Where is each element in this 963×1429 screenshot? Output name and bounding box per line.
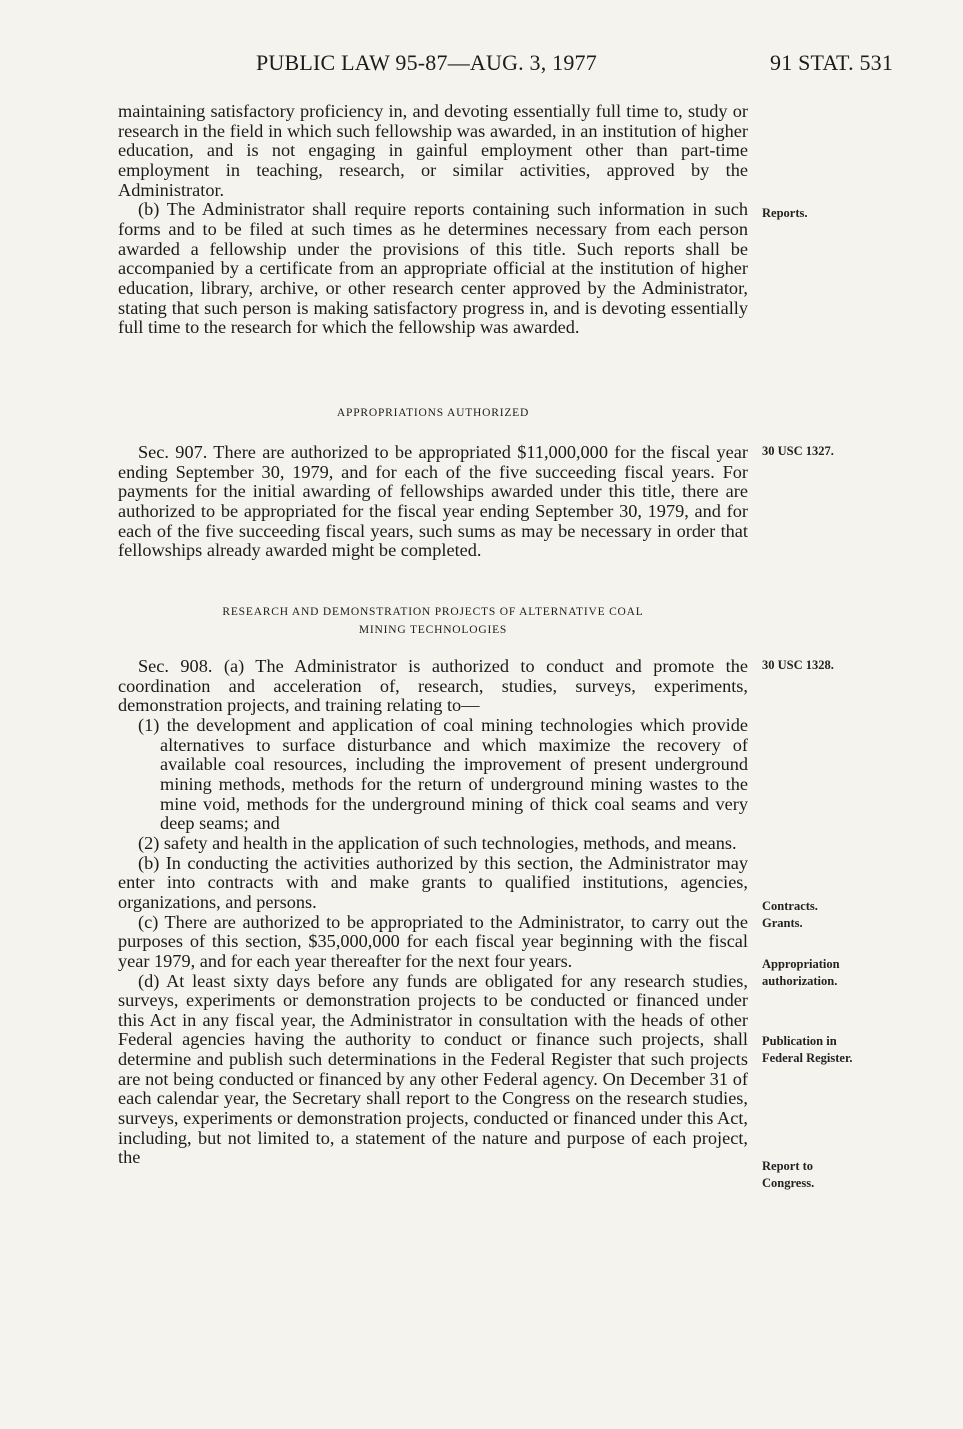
heading-line-1: RESEARCH AND DEMONSTRATION PROJECTS OF ALTERNATIVE COAL [222, 606, 644, 618]
paragraph-sec-908-c: (c) There are authorized to be appropriated to the Administrator, to carry out the purposes of this section, $35,000,000 for each fiscal year beginning with the fiscal year 1979, and for each year thereafter for the next four years. [118, 911, 748, 971]
margin-note-text: Federal Register. [762, 1051, 853, 1065]
paragraph-sec-908-d: (d) At least sixty days before any funds are obligated for any research studies, surveys, experiments or demonstration projects to be conducted or financed under this Act in any fiscal year, the Administrator in consultation with the heads of other Federal agencies having the authority to conduct or finance such projects, shall determine and publish such determinations in the Federal Register that such projects are not being conducted or financed by any other Federal agency. On December 31 of each calendar year, the Secretary shall report to the Congress on the research studies, surveys, experiments or demonstration projects, conducted or financed under this Act, including, but not limited to, a statement of the nature and purpose of each project, the [118, 970, 748, 1168]
text-block-sec-908 [118, 657, 748, 1168]
paragraph-sec-908-b: (b) In conducting the activities authorized by this section, the Administrator may enter into contracts with and make grants to qualified institutions, agencies, organizations, and persons. [118, 852, 748, 912]
margin-note-text: Grants. [762, 916, 803, 930]
margin-note-appropriation [762, 956, 840, 990]
heading-line-2: MINING TECHNOLOGIES [358, 624, 508, 636]
margin-note-text: Publication in [762, 1034, 837, 1048]
text-block-top [118, 102, 748, 338]
paragraph-sec-908-a: Sec. 908. (a) The Administrator is authorized to conduct and promote the coordination and acceleration of, research, studies, surveys, experiments, demonstration projects, and training relating to— [118, 656, 748, 716]
section-heading-research [118, 603, 748, 639]
margin-note-contracts-grants [762, 898, 818, 932]
margin-note-text: Report to [762, 1159, 814, 1173]
margin-note-text: Contracts. [762, 899, 818, 913]
margin-note-reports [762, 205, 807, 222]
margin-note-usc-1328 [762, 657, 834, 674]
list-item-1: (1) the development and application of coal mining technologies which provide alternatives to surface disturbance and which maximize the recovery of available coal resources, including the improvement of present underground mining methods, methods for the return of underground mining wastes to the mine void, methods for the underground mining of thick coal seams and very deep seams; and [138, 714, 748, 834]
margin-note-text: authorization. [762, 974, 838, 988]
margin-note-text: 30 USC 1328. [762, 658, 834, 672]
margin-note-text: 30 USC 1327. [762, 444, 834, 458]
margin-note-text: Congress. [762, 1176, 815, 1190]
paragraph-b-reports: (b) The Administrator shall require reports containing such information in such forms and to be filed at such times as he determines necessary from each person awarded a fellowship under the provisions of this title. Such reports shall be accompanied by a certificate from an appropriate official at the institution of higher education, library, archive, or other research center approved by the Administrator, stating that such person is making satisfactory progress in, and is devoting essentially full time to the research for which the fellowship was awarded. [118, 199, 748, 338]
paragraph-sec-907: Sec. 907. There are authorized to be appropriated $11,000,000 for the fiscal year ending September 30, 1979, and for each of the five succeeding fiscal years. For payments for the initial awarding of fellowships awarded under this title, there are authorized to be appropriated for the fiscal year ending September 30, 1979, and for each of the five succeeding fiscal years, such sums as may be necessary in order that fellowships already awarded might be completed. [118, 442, 748, 561]
margin-note-report-to-congress [762, 1158, 814, 1192]
section-heading-appropriations [118, 404, 748, 422]
margin-note-usc-1327 [762, 443, 834, 460]
paragraph-continuation: maintaining satisfactory proficiency in, and devoting essentially full time to, study or research in the field in which such fellowship was awarded, in an institution of higher education, and is not engaging in gainful employment other than part-time employment in teaching, research, or similar activities, approved by the Administrator. [118, 101, 748, 200]
running-header-page-ref: 91 STAT. 531 [770, 50, 894, 75]
text-block-sec-907 [118, 443, 748, 561]
running-header-title: PUBLIC LAW 95-87—AUG. 3, 1977 [256, 50, 597, 75]
margin-note-text: Appropriation [762, 957, 840, 971]
heading-text: APPROPRIATIONS AUTHORIZED [336, 407, 530, 419]
list-item-2: (2) safety and health in the application of such technologies, methods, and means. [138, 832, 737, 853]
margin-note-text: Reports. [762, 206, 808, 220]
margin-note-publication [762, 1033, 852, 1067]
